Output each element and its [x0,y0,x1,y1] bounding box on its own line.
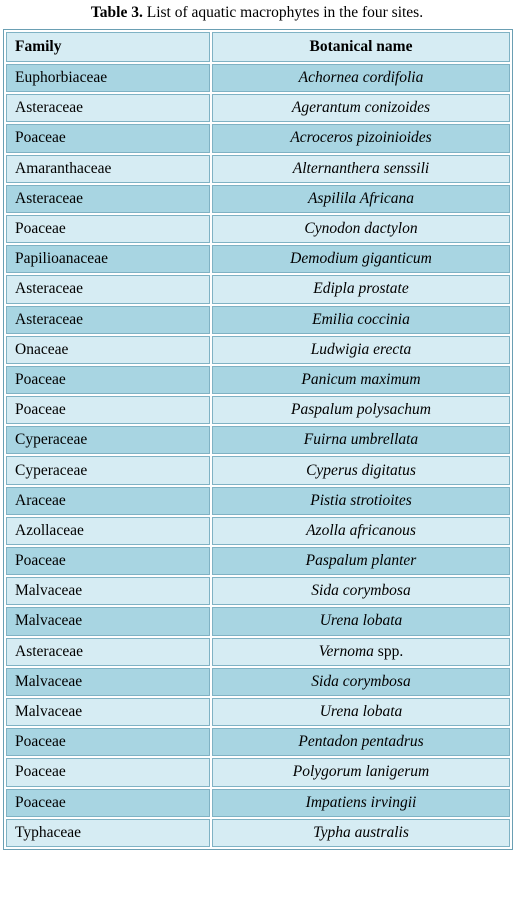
table-row [6,517,510,545]
botanical-name-cell: Paspalum polysachum [212,396,510,424]
table-row [6,306,510,334]
family-cell: Poaceae [6,789,210,817]
botanical-name-cell: Sida corymbosa [212,668,510,696]
table-body [6,64,510,847]
table-row [6,728,510,756]
table-row [6,275,510,303]
botanical-name-cell: Alternanthera senssili [212,155,510,183]
table-row [6,336,510,364]
header-botanical-name: Botanical name [212,32,510,62]
botanical-name-cell: Polygorum lanigerum [212,758,510,786]
table-row [6,94,510,122]
table-row [6,64,510,92]
table-row [6,396,510,424]
botanical-name-cell: Achornea cordifolia [212,64,510,92]
botanical-name-cell: Urena lobata [212,698,510,726]
botanical-name-cell: Pentadon pentadrus [212,728,510,756]
family-cell: Typhaceae [6,819,210,847]
table-row [6,819,510,847]
family-cell: Malvaceae [6,668,210,696]
family-cell: Malvaceae [6,607,210,635]
botanical-name-cell: Panicum maximum [212,366,510,394]
family-cell: Araceae [6,487,210,515]
botanical-name-cell: Cynodon dactylon [212,215,510,243]
family-cell: Poaceae [6,758,210,786]
botanical-name-cell: Fuirna umbrellata [212,426,510,454]
table-caption [0,0,514,26]
family-cell: Onaceae [6,336,210,364]
header-family: Family [6,32,210,62]
table-caption-label: Table 3. [90,4,143,21]
botanical-name-cell: Demodium giganticum [212,245,510,273]
family-cell: Amaranthaceae [6,155,210,183]
family-cell: Poaceae [6,366,210,394]
table-row [6,426,510,454]
family-cell: Poaceae [6,547,210,575]
family-cell: Asteraceae [6,94,210,122]
botanical-name-suffix: spp. [373,642,404,660]
family-cell: Poaceae [6,396,210,424]
botanical-name-cell: Typha australis [212,819,510,847]
family-cell: Cyperaceae [6,426,210,454]
table-header-row [6,32,510,62]
table-row [6,607,510,635]
family-cell: Cyperaceae [6,456,210,484]
table-row [6,668,510,696]
botanical-name-cell: Aspilila Africana [212,185,510,213]
family-cell: Azollaceae [6,517,210,545]
botanical-name-cell: Pistia strotioites [212,487,510,515]
macrophytes-table [3,29,513,850]
table-row [6,547,510,575]
botanical-name-cell: Sida corymbosa [212,577,510,605]
family-cell: Asteraceae [6,185,210,213]
botanical-name-cell: Agerantum conizoides [212,94,510,122]
botanical-name-cell: Paspalum planter [212,547,510,575]
table-row [6,487,510,515]
botanical-name-genus: Vernoma [318,642,374,660]
family-cell: Poaceae [6,215,210,243]
family-cell: Poaceae [6,124,210,152]
botanical-name-cell: Urena lobata [212,607,510,635]
family-cell: Asteraceae [6,306,210,334]
family-cell: Papilioanaceae [6,245,210,273]
botanical-name-cell: Cyperus digitatus [212,456,510,484]
botanical-name-cell: Edipla prostate [212,275,510,303]
table-row [6,758,510,786]
botanical-name-cell: Ludwigia erecta [212,336,510,364]
botanical-name-cell: Emilia coccinia [212,306,510,334]
table-row [6,789,510,817]
table-row [6,638,510,666]
table-row [6,456,510,484]
table-row [6,155,510,183]
table-row [6,245,510,273]
family-cell: Asteraceae [6,638,210,666]
botanical-name-cell: Acroceros pizoinioides [212,124,510,152]
table-row [6,577,510,605]
botanical-name-cell: Azolla africanous [212,517,510,545]
table-row [6,185,510,213]
family-cell: Poaceae [6,728,210,756]
family-cell: Euphorbiaceae [6,64,210,92]
botanical-name-cell [212,638,510,666]
table-row [6,124,510,152]
family-cell: Malvaceae [6,577,210,605]
table-row [6,366,510,394]
family-cell: Asteraceae [6,275,210,303]
table-caption-text: List of aquatic macrophytes in the four sites. [142,4,424,21]
family-cell: Malvaceae [6,698,210,726]
botanical-name-cell: Impatiens irvingii [212,789,510,817]
table-row [6,215,510,243]
table-row [6,698,510,726]
